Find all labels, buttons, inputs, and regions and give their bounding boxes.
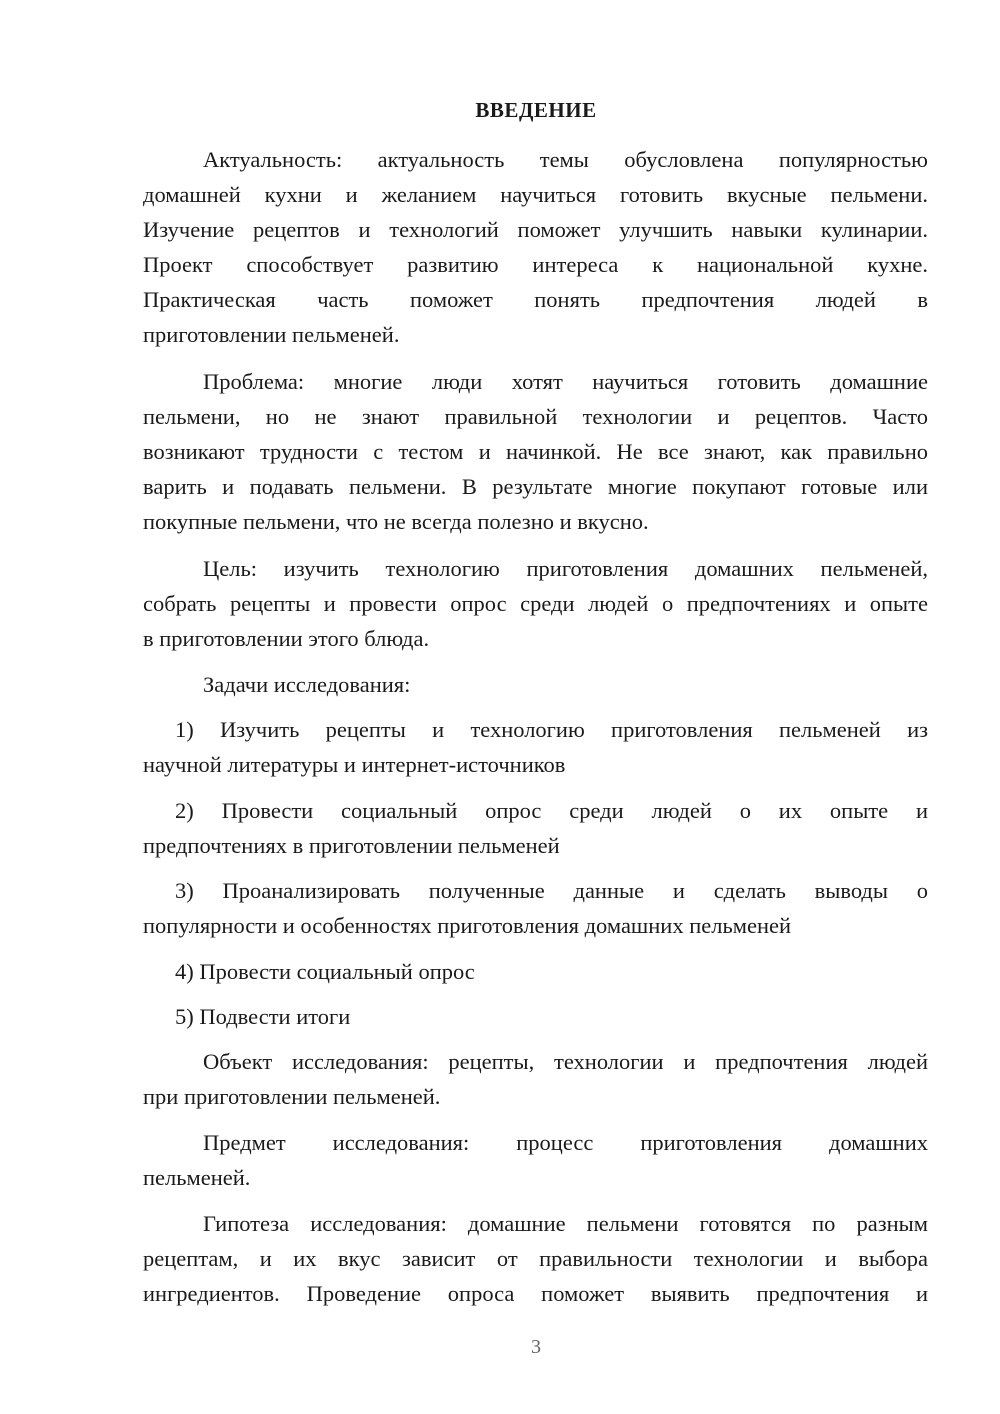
task-item-2 (143, 793, 928, 863)
paragraph-line: собрать рецепты и провести опрос среди людей о предпочтениях и опыте (143, 591, 928, 616)
paragraph-line: Актуальность: актуальность темы обусловлена популярностью (203, 147, 928, 172)
paragraph-line: 2) Провести социальный опрос среди людей о их опыте и (175, 798, 928, 823)
task-item-4 (143, 954, 928, 989)
paragraph-line: 3) Проанализировать полученные данные и сделать выводы о (175, 878, 928, 903)
paragraph-line: возникают трудности с тестом и начинкой. Не все знают, как правильно (143, 439, 928, 464)
goal-paragraph (143, 551, 928, 656)
paragraph-line: Изучение рецептов и технологий поможет улучшить навыки кулинарии. (143, 217, 928, 242)
paragraph-line: ингредиентов. Проведение опроса поможет выявить предпочтения и (143, 1281, 928, 1306)
paragraph-line: 1) Изучить рецепты и технологию приготовления пельменей из (175, 717, 928, 742)
section-heading: ВВЕДЕНИЕ (475, 98, 597, 122)
object-paragraph (143, 1044, 928, 1114)
paragraph-line: в приготовлении этого блюда. (143, 626, 430, 651)
paragraph-line: пельмени, но не знают правильной технологии и рецептов. Часто (143, 404, 928, 429)
hypothesis-paragraph (143, 1206, 928, 1311)
paragraph-line: варить и подавать пельмени. В результате многие покупают готовые или (143, 474, 928, 499)
task-item-3 (143, 873, 928, 943)
task-item-5 (143, 999, 928, 1034)
relevance-paragraph (143, 142, 928, 352)
paragraph-line: покупные пельмени, что не всегда полезно и вкусно. (143, 509, 649, 534)
paragraph-line: 5) Подвести итоги (175, 1004, 351, 1029)
paragraph-line: Гипотеза исследования: домашние пельмени готовятся по разным (203, 1211, 928, 1236)
paragraph-line: популярности и особенностях приготовления домашних пельменей (143, 913, 792, 938)
paragraph-line: Практическая часть поможет понять предпочтения людей в (143, 287, 928, 312)
paragraph-line: предпочтениях в приготовлении пельменей (143, 833, 560, 858)
paragraph-line: домашней кухни и желанием научиться готовить вкусные пельмени. (143, 182, 928, 207)
paragraph-line: при приготовлении пельменей. (143, 1084, 441, 1109)
paragraph-line: приготовлении пельменей. (143, 322, 400, 347)
paragraph-line: 4) Провести социальный опрос (175, 959, 475, 984)
task-item-1 (143, 712, 928, 782)
paragraph-line: Проблема: многие люди хотят научиться готовить домашние (203, 369, 928, 394)
paragraph-line: пельменей. (143, 1165, 251, 1190)
tasks-heading (143, 667, 928, 702)
paragraph-line: рецептам, и их вкус зависит от правильности технологии и выбора (143, 1246, 928, 1271)
problem-paragraph (143, 364, 928, 539)
paragraph-line: Проект способствует развитию интереса к национальной кухне. (143, 252, 928, 277)
paragraph-line: Объект исследования: рецепты, технологии и предпочтения людей (203, 1049, 928, 1074)
page-number: 3 (531, 1336, 541, 1358)
paragraph-line: Цель: изучить технологию приготовления домашних пельменей, (203, 556, 928, 581)
subject-paragraph (143, 1125, 928, 1195)
paragraph-line: Задачи исследования: (203, 672, 411, 697)
paragraph-line: Предмет исследования: процесс приготовления домашних (203, 1130, 928, 1155)
paragraph-line: научной литературы и интернет-источников (143, 752, 566, 777)
